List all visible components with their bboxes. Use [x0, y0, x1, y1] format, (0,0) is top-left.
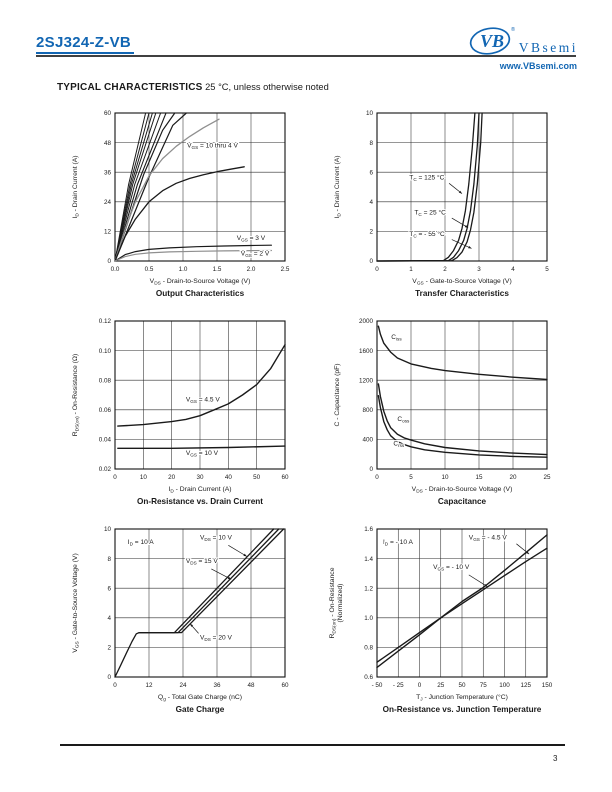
part-number: 2SJ324-Z-VB — [36, 34, 134, 54]
svg-text:- 25: - 25 — [392, 682, 404, 689]
svg-text:0.0: 0.0 — [110, 266, 120, 273]
svg-text:50: 50 — [458, 682, 466, 689]
gate-charge-plot — [59, 521, 321, 717]
svg-text:10: 10 — [139, 474, 147, 481]
vbsemi-logo-lockup — [469, 25, 578, 57]
transfer-characteristics-chart — [321, 105, 583, 301]
svg-text:2.0: 2.0 — [246, 266, 256, 273]
svg-text:1600: 1600 — [358, 347, 373, 355]
svg-text:0.10: 0.10 — [98, 347, 111, 355]
svg-text:Transfer Characteristics: Transfer Characteristics — [415, 289, 509, 298]
svg-text:50: 50 — [253, 474, 261, 481]
svg-text:0: 0 — [113, 474, 117, 481]
svg-text:48: 48 — [247, 682, 255, 689]
svg-text:60: 60 — [281, 682, 289, 689]
svg-text:0: 0 — [107, 258, 111, 266]
svg-text:VDS = 20 V: $V_{DS} = 20$ V — [200, 634, 232, 642]
svg-text:10: 10 — [365, 110, 373, 118]
svg-text:Gate Charge: Gate Charge — [175, 705, 225, 714]
svg-text:TC = 125 °C: $T_C = 125$ °C — [409, 174, 445, 183]
logo-company-name: VBsemi — [518, 39, 578, 55]
svg-text:1.4: 1.4 — [364, 555, 373, 563]
footer-rule — [60, 744, 565, 746]
svg-text:ID - Drain Current (A): $I_D$ - Drain Current (A) — [168, 486, 232, 495]
svg-text:48: 48 — [103, 139, 111, 147]
svg-text:1.0: 1.0 — [178, 266, 188, 273]
on-resistance-vs-drain-current-chart — [59, 313, 321, 509]
on-resistance-vs-junction-temperature-chart — [321, 521, 583, 717]
svg-text:60: 60 — [103, 110, 111, 118]
svg-text:75: 75 — [479, 682, 487, 689]
svg-text:C - Capacitance (pF): C - Capacitance (pF) — [334, 363, 341, 427]
svg-text:On-Resistance vs. Junction Tem: On-Resistance vs. Junction Temperature — [382, 705, 542, 714]
capacitance-plot — [321, 313, 583, 509]
svg-text:800: 800 — [362, 407, 373, 414]
svg-text:2000: 2000 — [358, 318, 373, 326]
svg-text:ID - Drain Current (A): $I_D$ - Drain Current (A) — [72, 155, 81, 219]
vbsemi-logo — [469, 25, 578, 71]
svg-text:1.6: 1.6 — [364, 526, 373, 534]
svg-text:0.12: 0.12 — [98, 318, 111, 326]
svg-text:6: 6 — [369, 169, 373, 177]
svg-text:0: 0 — [369, 258, 373, 266]
svg-text:36: 36 — [213, 682, 221, 689]
svg-text:0: 0 — [113, 682, 117, 689]
svg-text:VGS - Gate-to-Source Voltage (: $V_{GS}$ - Gate-to-Source Voltage (V) — [412, 278, 512, 287]
svg-text:0.8: 0.8 — [364, 644, 373, 652]
svg-text:(Normalized): (Normalized) — [337, 583, 344, 623]
svg-text:3: 3 — [477, 266, 481, 273]
section-heading — [57, 82, 329, 93]
svg-text:8: 8 — [369, 139, 373, 147]
svg-text:36: 36 — [103, 169, 111, 177]
svg-text:VGS = 10 V: $V_{GS} = 10$ V — [185, 449, 219, 458]
svg-text:10: 10 — [441, 474, 449, 481]
svg-text:2: 2 — [443, 266, 447, 273]
svg-text:VGS = 4.5 V: $V_{GS} = 4.5$ V — [185, 396, 220, 405]
svg-text:0.6: 0.6 — [364, 674, 373, 682]
svg-text:0: 0 — [369, 466, 373, 474]
svg-text:0: 0 — [375, 474, 379, 481]
svg-text:20: 20 — [168, 474, 176, 481]
transfer-characteristics-plot — [321, 105, 583, 301]
svg-text:0.04: 0.04 — [98, 436, 111, 444]
svg-text:5: 5 — [545, 266, 549, 273]
svg-text:125: 125 — [520, 682, 532, 689]
svg-text:ID = - 10 A: $I_D$ = - 10 A — [382, 538, 413, 547]
charts-grid — [59, 105, 583, 717]
output-characteristics-chart — [59, 105, 321, 301]
logo-website-url: www.VBsemi.com — [499, 61, 577, 71]
on-resistance-vs-drain-current-plot — [59, 313, 321, 509]
vbsemi-logo-mark-icon — [469, 25, 517, 57]
svg-text:VGS - Gate-to-Source Voltage (: $V_{GS}$ - Gate-to-Source Voltage (V) — [72, 553, 81, 653]
svg-text:VGS = - 10 V: $V_{GS}$ = - 10 V — [433, 563, 470, 572]
svg-text:ID = 10 A: $I_D = 10$ A — [127, 538, 154, 547]
svg-text:25: 25 — [437, 682, 445, 689]
svg-text:Crss: $C_{rss}$ — [393, 440, 405, 448]
svg-text:60: 60 — [281, 474, 289, 481]
svg-text:VDS - Drain-to-Source Voltage: $V_{DS}$ - Drain-to-Source Voltage (V) — [149, 278, 251, 287]
svg-text:10: 10 — [103, 526, 111, 534]
svg-text:RDS(on) - On-Resistance: $R_{DS(on)}$ - On-Resistance — [329, 567, 338, 639]
svg-text:5: 5 — [409, 474, 413, 481]
svg-text:0.06: 0.06 — [98, 407, 111, 414]
svg-text:Coss: $C_{oss}$ — [397, 415, 410, 424]
gate-charge-chart — [59, 521, 321, 717]
svg-text:12: 12 — [145, 682, 153, 689]
svg-text:0.5: 0.5 — [144, 266, 154, 273]
svg-text:100: 100 — [499, 682, 510, 689]
svg-text:0: 0 — [417, 682, 422, 689]
svg-text:2: 2 — [369, 228, 373, 236]
svg-text:Qg - Total Gate Charge (nC): $Q_g$ - Total Gate Charge (nC) — [157, 694, 243, 703]
svg-text:TC = - 55 °C: $T_C$ = - 55 °C — [409, 230, 445, 239]
svg-text:VGS = 3 V: $V_{GS} = 3$ V — [236, 234, 266, 243]
svg-text:- 50: - 50 — [371, 682, 383, 689]
svg-text:20: 20 — [509, 474, 517, 481]
svg-text:VGS = 2 V: $V_{GS} = 2$ V — [240, 250, 270, 259]
svg-text:4: 4 — [511, 266, 515, 273]
svg-text:TJ - Junction Temperature (°C): $T_J$ - Junction Temperature (°C) — [416, 694, 508, 703]
section-note: 25 °C, unless otherwise noted — [205, 82, 329, 92]
svg-text:0.02: 0.02 — [98, 466, 111, 474]
svg-text:0.08: 0.08 — [98, 377, 111, 385]
svg-text:1200: 1200 — [358, 377, 373, 385]
svg-text:1.2: 1.2 — [364, 585, 373, 593]
svg-text:8: 8 — [107, 555, 111, 563]
on-resistance-vs-junction-temperature-plot — [321, 521, 583, 717]
svg-text:4: 4 — [107, 615, 111, 622]
svg-text:1.5: 1.5 — [212, 266, 222, 273]
svg-text:40: 40 — [224, 474, 232, 481]
svg-text:TC = 25 °C: $T_C = 25$ °C — [414, 209, 446, 217]
svg-text:15: 15 — [475, 474, 483, 481]
capacitance-chart — [321, 313, 583, 509]
svg-text:150: 150 — [541, 682, 553, 689]
registered-trademark-icon: ® — [510, 27, 515, 33]
svg-text:VDS = 10 V: $V_{DS} = 10$ V — [200, 534, 232, 542]
svg-text:0: 0 — [107, 674, 111, 682]
svg-text:VGS = - 4.5 V: $V_{GS}$ = - 4.5 V — [468, 534, 507, 542]
svg-text:RDS(on) - On-Resistance (Ω): $R_{DS(on)}$ - On-Resistance (Ω) — [72, 353, 81, 437]
svg-text:VDS - Drain-to-Source Voltage: $V_{DS}$ - Drain-to-Source Voltage (V) — [411, 486, 513, 495]
svg-text:VGS = 10 thru 4 V: $V_{GS} = 10$ thru 4 V — [187, 142, 238, 151]
svg-text:4: 4 — [369, 199, 373, 206]
logo-monogram: VB — [479, 31, 504, 51]
svg-text:0: 0 — [375, 266, 379, 273]
svg-text:25: 25 — [543, 474, 551, 481]
svg-text:2: 2 — [107, 644, 111, 652]
svg-text:1.0: 1.0 — [364, 615, 373, 622]
svg-text:24: 24 — [103, 199, 111, 206]
svg-text:24: 24 — [179, 682, 187, 689]
svg-text:ID - Drain Current (A): $I_D$ - Drain Current (A) — [334, 155, 343, 219]
svg-text:12: 12 — [103, 228, 111, 236]
svg-text:30: 30 — [196, 474, 204, 481]
svg-text:On-Resistance vs. Drain Curren: On-Resistance vs. Drain Current — [136, 497, 264, 506]
svg-text:Capacitance: Capacitance — [437, 497, 487, 506]
svg-text:400: 400 — [362, 436, 373, 444]
svg-text:Output Characteristics: Output Characteristics — [155, 289, 245, 298]
svg-text:Ciss: $C_{iss}$ — [391, 334, 402, 342]
output-characteristics-plot — [59, 105, 321, 301]
svg-text:VDS = 15 V: $V_{DS} = 15$ V — [185, 558, 218, 566]
svg-text:2.5: 2.5 — [280, 266, 290, 273]
svg-text:6: 6 — [107, 585, 111, 593]
section-title: TYPICAL CHARACTERISTICS — [57, 82, 203, 93]
svg-text:1: 1 — [409, 266, 413, 273]
page-number: 3 — [553, 754, 558, 763]
